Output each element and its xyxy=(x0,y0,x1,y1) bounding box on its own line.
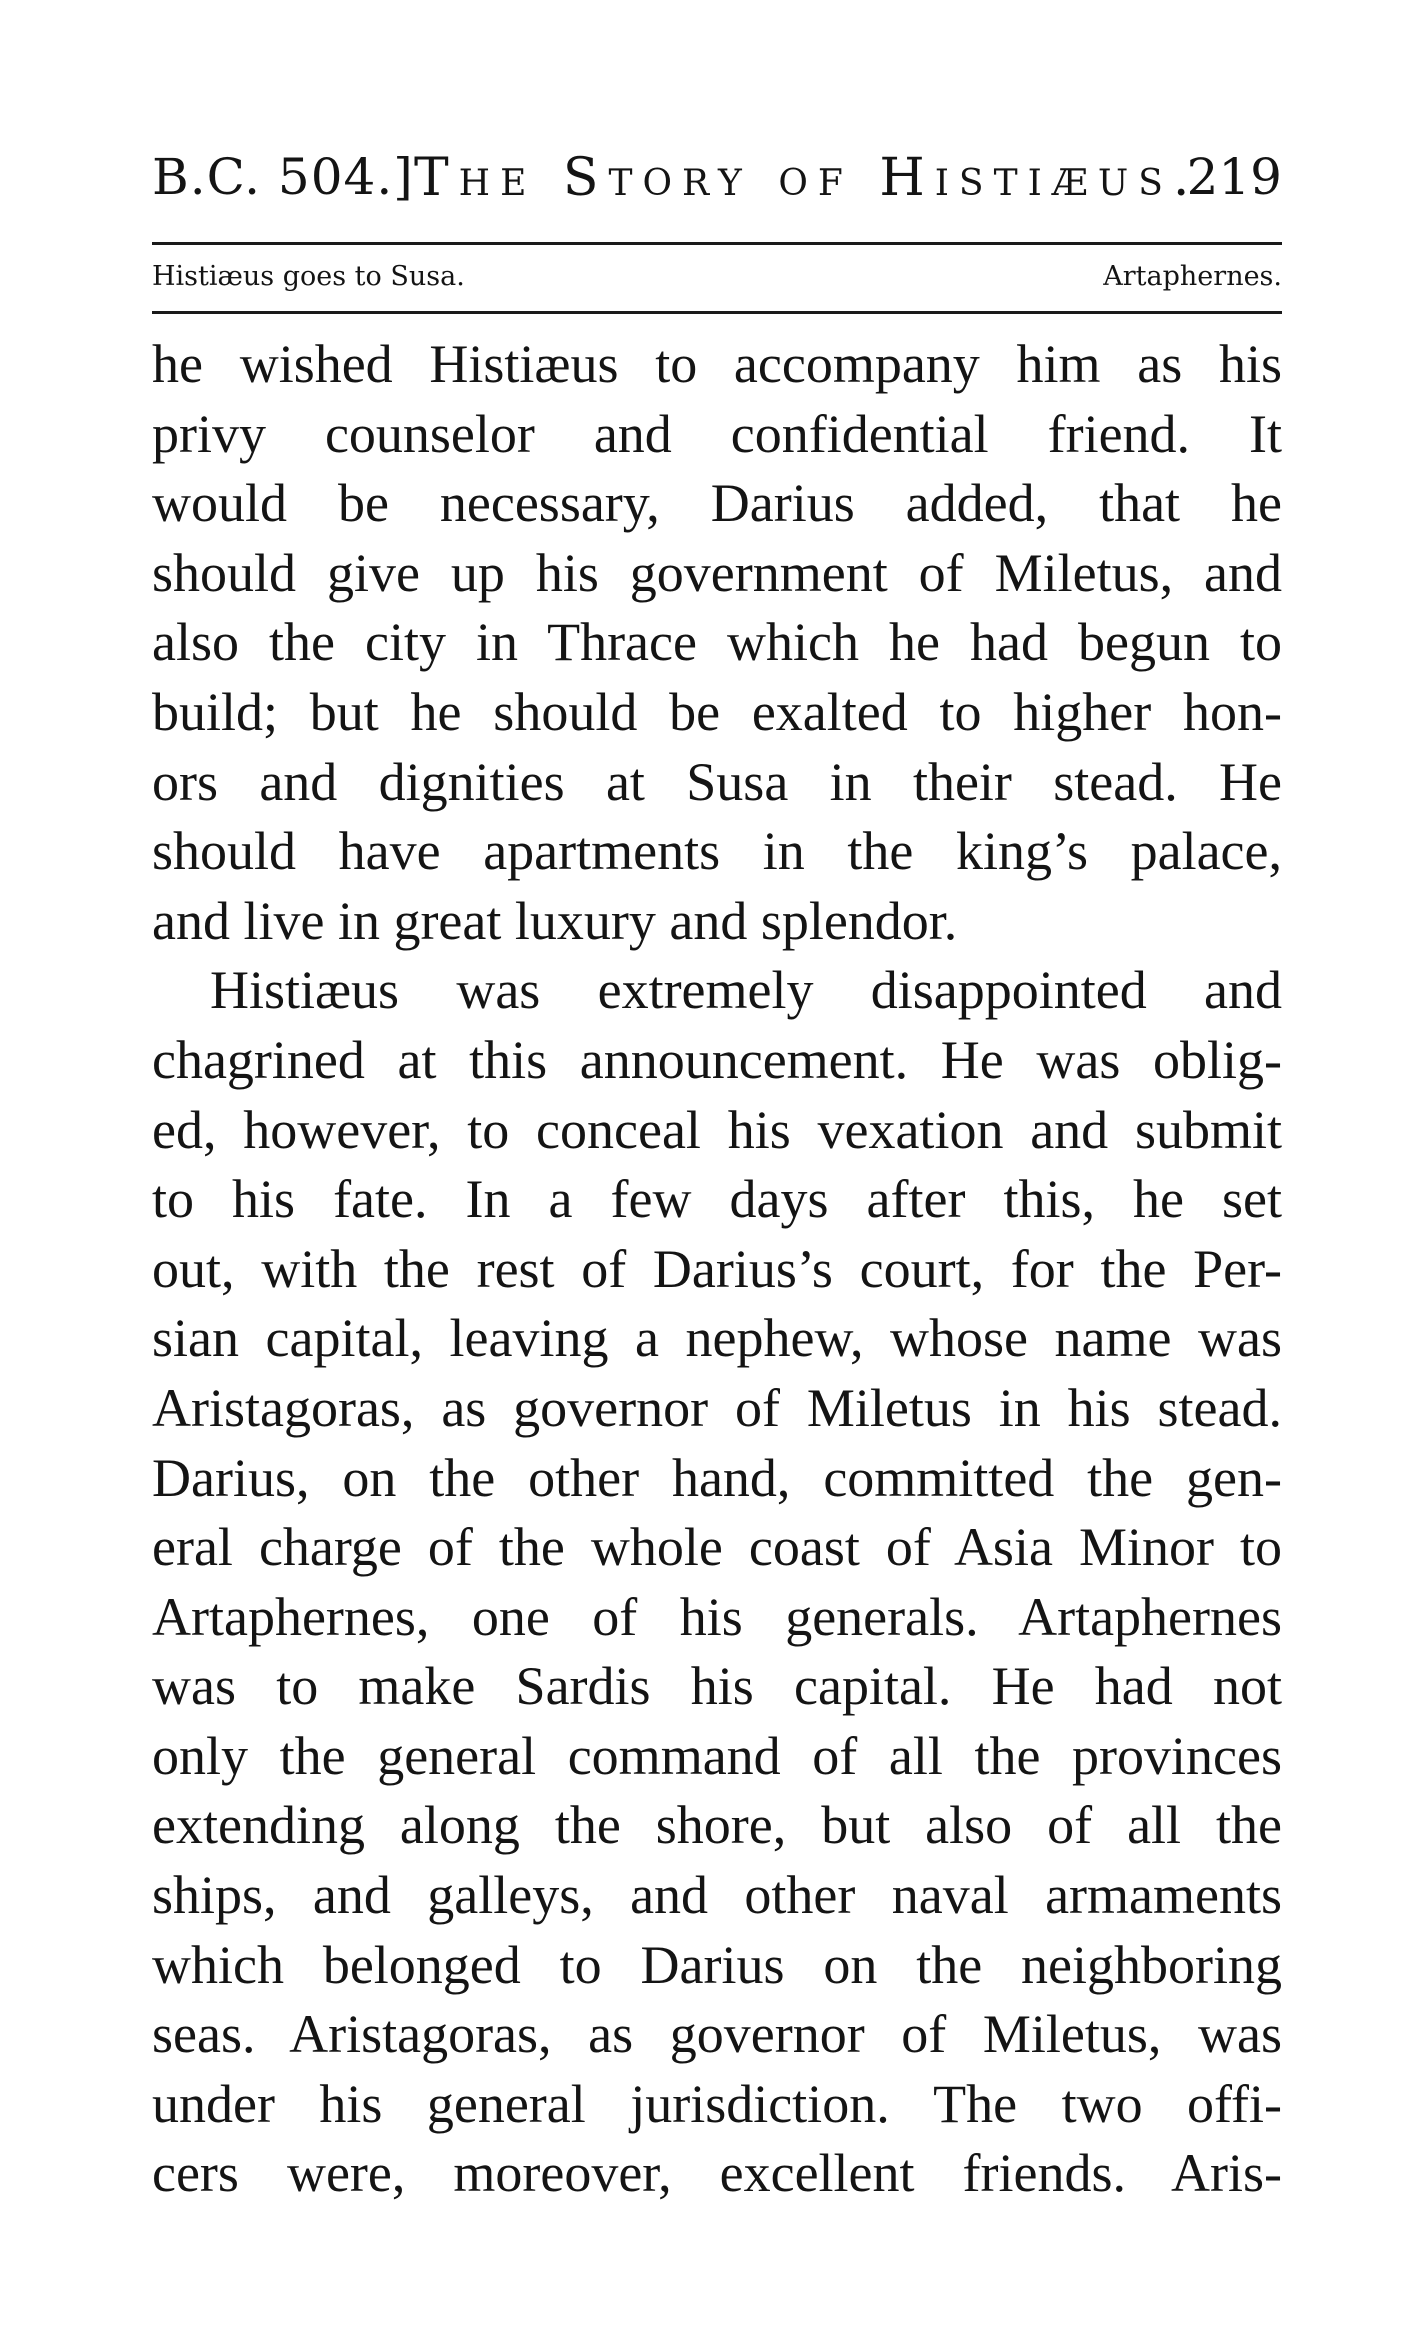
text-line: would be necessary, Darius added, that he xyxy=(152,473,1282,534)
text-line: should give up his government of Miletus, and xyxy=(152,542,1282,603)
text-line: and live in great luxury and splendor. xyxy=(152,890,958,951)
text-line: to his fate. In a few days after this, he set xyxy=(152,1169,1282,1230)
running-head-title: The Story of Histiæus. xyxy=(414,148,1200,208)
text-line: Histiæus was extremely disappointed and xyxy=(210,960,1282,1021)
text-line: Darius, on the other hand, committed the gen- xyxy=(152,1447,1282,1508)
text-line: extending along the shore, but also of all the xyxy=(152,1795,1282,1856)
subhead-left: Histiæus goes to Susa. xyxy=(152,261,465,292)
running-head-date: B.C. 504.] xyxy=(152,148,414,206)
text-line: was to make Sardis his capital. He had not xyxy=(152,1656,1282,1717)
text-line: Artaphernes, one of his generals. Artaphernes xyxy=(152,1586,1282,1647)
paragraph xyxy=(152,956,1282,2209)
text-line: out, with the rest of Darius’s court, for the Per- xyxy=(152,1238,1282,1299)
text-line: he wished Histiæus to accompany him as his xyxy=(152,334,1282,394)
text-line: Aristagoras, as governor of Miletus in his stead. xyxy=(152,1377,1282,1438)
text-line: should have apartments in the king’s palace, xyxy=(152,821,1282,882)
text-line: chagrined at this announcement. He was oblig- xyxy=(152,1029,1282,1090)
running-head xyxy=(152,148,1282,218)
text-line: ed, however, to conceal his vexation and submit xyxy=(152,1099,1282,1160)
text-line: seas. Aristagoras, as governor of Miletus, was xyxy=(152,2004,1282,2065)
text-line: build; but he should be exalted to higher hon- xyxy=(152,681,1282,742)
subhead-right: Artaphernes. xyxy=(1103,261,1282,292)
text-line: which belonged to Darius on the neighboring xyxy=(152,1934,1282,1995)
body-text xyxy=(152,330,1282,2209)
text-line: sian capital, leaving a nephew, whose name was xyxy=(152,1308,1282,1369)
text-line: ships, and galleys, and other naval armaments xyxy=(152,1865,1282,1926)
text-line: eral charge of the whole coast of Asia Minor to xyxy=(152,1517,1282,1578)
text-line: only the general command of all the provinces xyxy=(152,1725,1282,1786)
page-number: 219 xyxy=(1186,148,1282,206)
section-subhead xyxy=(152,257,1282,297)
text-line: privy counselor and confidential friend. It xyxy=(152,403,1282,464)
paragraph xyxy=(152,330,1282,956)
text-line: ors and dignities at Susa in their stead. He xyxy=(152,751,1282,812)
text-line: cers were, moreover, excellent friends. Aris- xyxy=(152,2143,1282,2204)
header-rule-top xyxy=(152,242,1282,245)
header-rule-bottom xyxy=(152,311,1282,314)
text-line: under his general jurisdiction. The two offi- xyxy=(152,2073,1282,2134)
text-line: also the city in Thrace which he had begun to xyxy=(152,612,1282,673)
